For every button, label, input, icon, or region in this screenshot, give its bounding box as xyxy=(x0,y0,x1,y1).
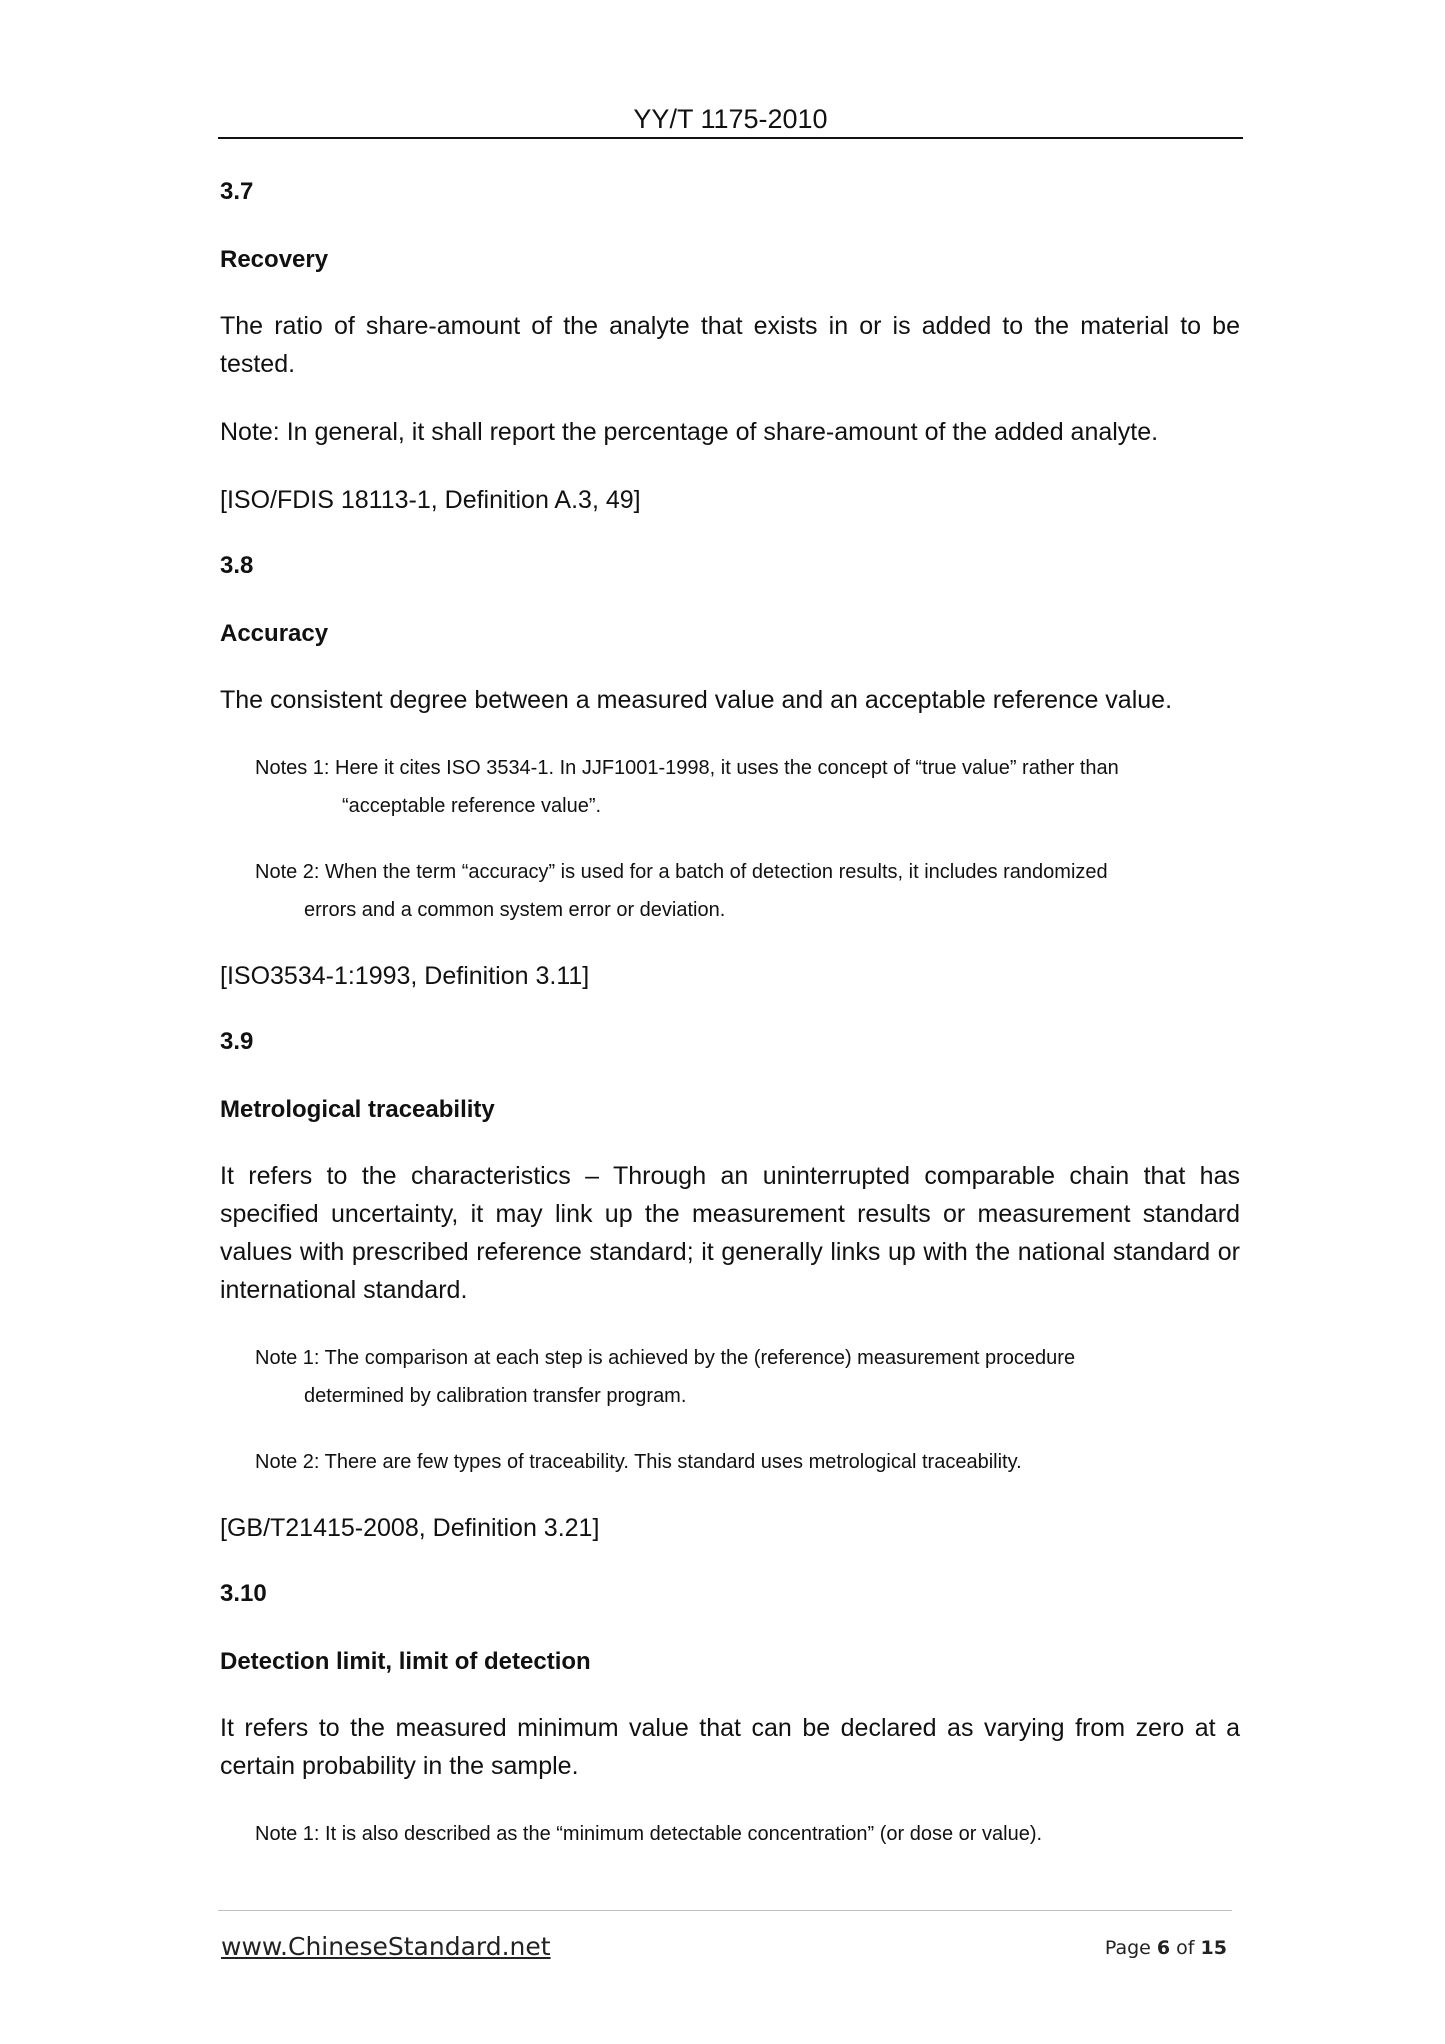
term-note-1 xyxy=(220,1815,1240,1853)
term-note: Note: In general, it shall report the percentage of share-amount of the added analyte. xyxy=(220,418,1159,446)
term-title: Metrological traceability xyxy=(220,1096,495,1123)
clause-number: 3.7 xyxy=(220,178,254,205)
note-line: Note 1: The comparison at each step is achieved by the (reference) measurement procedure xyxy=(255,1347,1076,1369)
document-code-header: YY/T 1175-2010 xyxy=(633,104,828,134)
clause-3-9 xyxy=(220,1025,1240,1547)
website-link[interactable]: www.ChineseStandard.net xyxy=(221,1932,551,1961)
note-continuation: errors and a common system error or deviation. xyxy=(304,899,726,921)
clause-3-8 xyxy=(220,549,1240,995)
term-note-2 xyxy=(220,853,1240,929)
clause-number: 3.8 xyxy=(220,552,254,579)
term-title: Recovery xyxy=(220,246,329,273)
note-line: Note 2: There are few types of traceability. This standard uses metrological traceability. xyxy=(255,1451,1022,1473)
note-continuation: determined by calibration transfer program. xyxy=(304,1385,687,1407)
clause-3-10 xyxy=(220,1577,1240,1853)
term-note-1 xyxy=(220,749,1240,825)
clause-3-7 xyxy=(220,175,1240,519)
page-content xyxy=(220,175,1240,1853)
term-definition: The consistent degree between a measured value and an acceptable reference value. xyxy=(220,686,1173,714)
term-definition: It refers to the characteristics – Through an uninterrupted comparable chain that has specified uncertainty, it may link up the measurement results or measurement standard values with prescribed reference standard; it generally links up with the national standard or international standard. xyxy=(220,1162,1240,1304)
term-title: Detection limit, limit of detection xyxy=(220,1648,591,1675)
page-of: of xyxy=(1176,1937,1195,1959)
term-note-1 xyxy=(220,1339,1240,1415)
header-rule xyxy=(218,137,1243,139)
clause-number: 3.10 xyxy=(220,1580,267,1607)
term-definition: It refers to the measured minimum value that can be declared as varying from zero at a certain probability in the sample. xyxy=(220,1714,1240,1780)
term-reference: [GB/T21415-2008, Definition 3.21] xyxy=(220,1514,600,1542)
page-number xyxy=(1105,1937,1227,1959)
note-continuation: “acceptable reference value”. xyxy=(342,795,602,817)
term-definition: The ratio of share-amount of the analyte that exists in or is added to the material to be tested. xyxy=(220,312,1240,378)
note-line: Note 1: It is also described as the “minimum detectable concentration” (or dose or value). xyxy=(255,1823,1043,1845)
note-line: Note 2: When the term “accuracy” is used for a batch of detection results, it includes randomized xyxy=(255,861,1108,883)
footer-rule xyxy=(218,1910,1232,1911)
term-note-2 xyxy=(220,1443,1240,1481)
term-reference: [ISO/FDIS 18113-1, Definition A.3, 49] xyxy=(220,486,641,514)
term-title: Accuracy xyxy=(220,620,329,647)
page-total: 15 xyxy=(1200,1937,1227,1959)
term-reference: [ISO3534-1:1993, Definition 3.11] xyxy=(220,962,590,990)
page-current: 6 xyxy=(1156,1937,1171,1959)
page-word: Page xyxy=(1104,1937,1151,1959)
clause-number: 3.9 xyxy=(220,1028,254,1055)
note-line: Notes 1: Here it cites ISO 3534-1. In JJF1001-1998, it uses the concept of “true value” rather than xyxy=(255,757,1119,779)
